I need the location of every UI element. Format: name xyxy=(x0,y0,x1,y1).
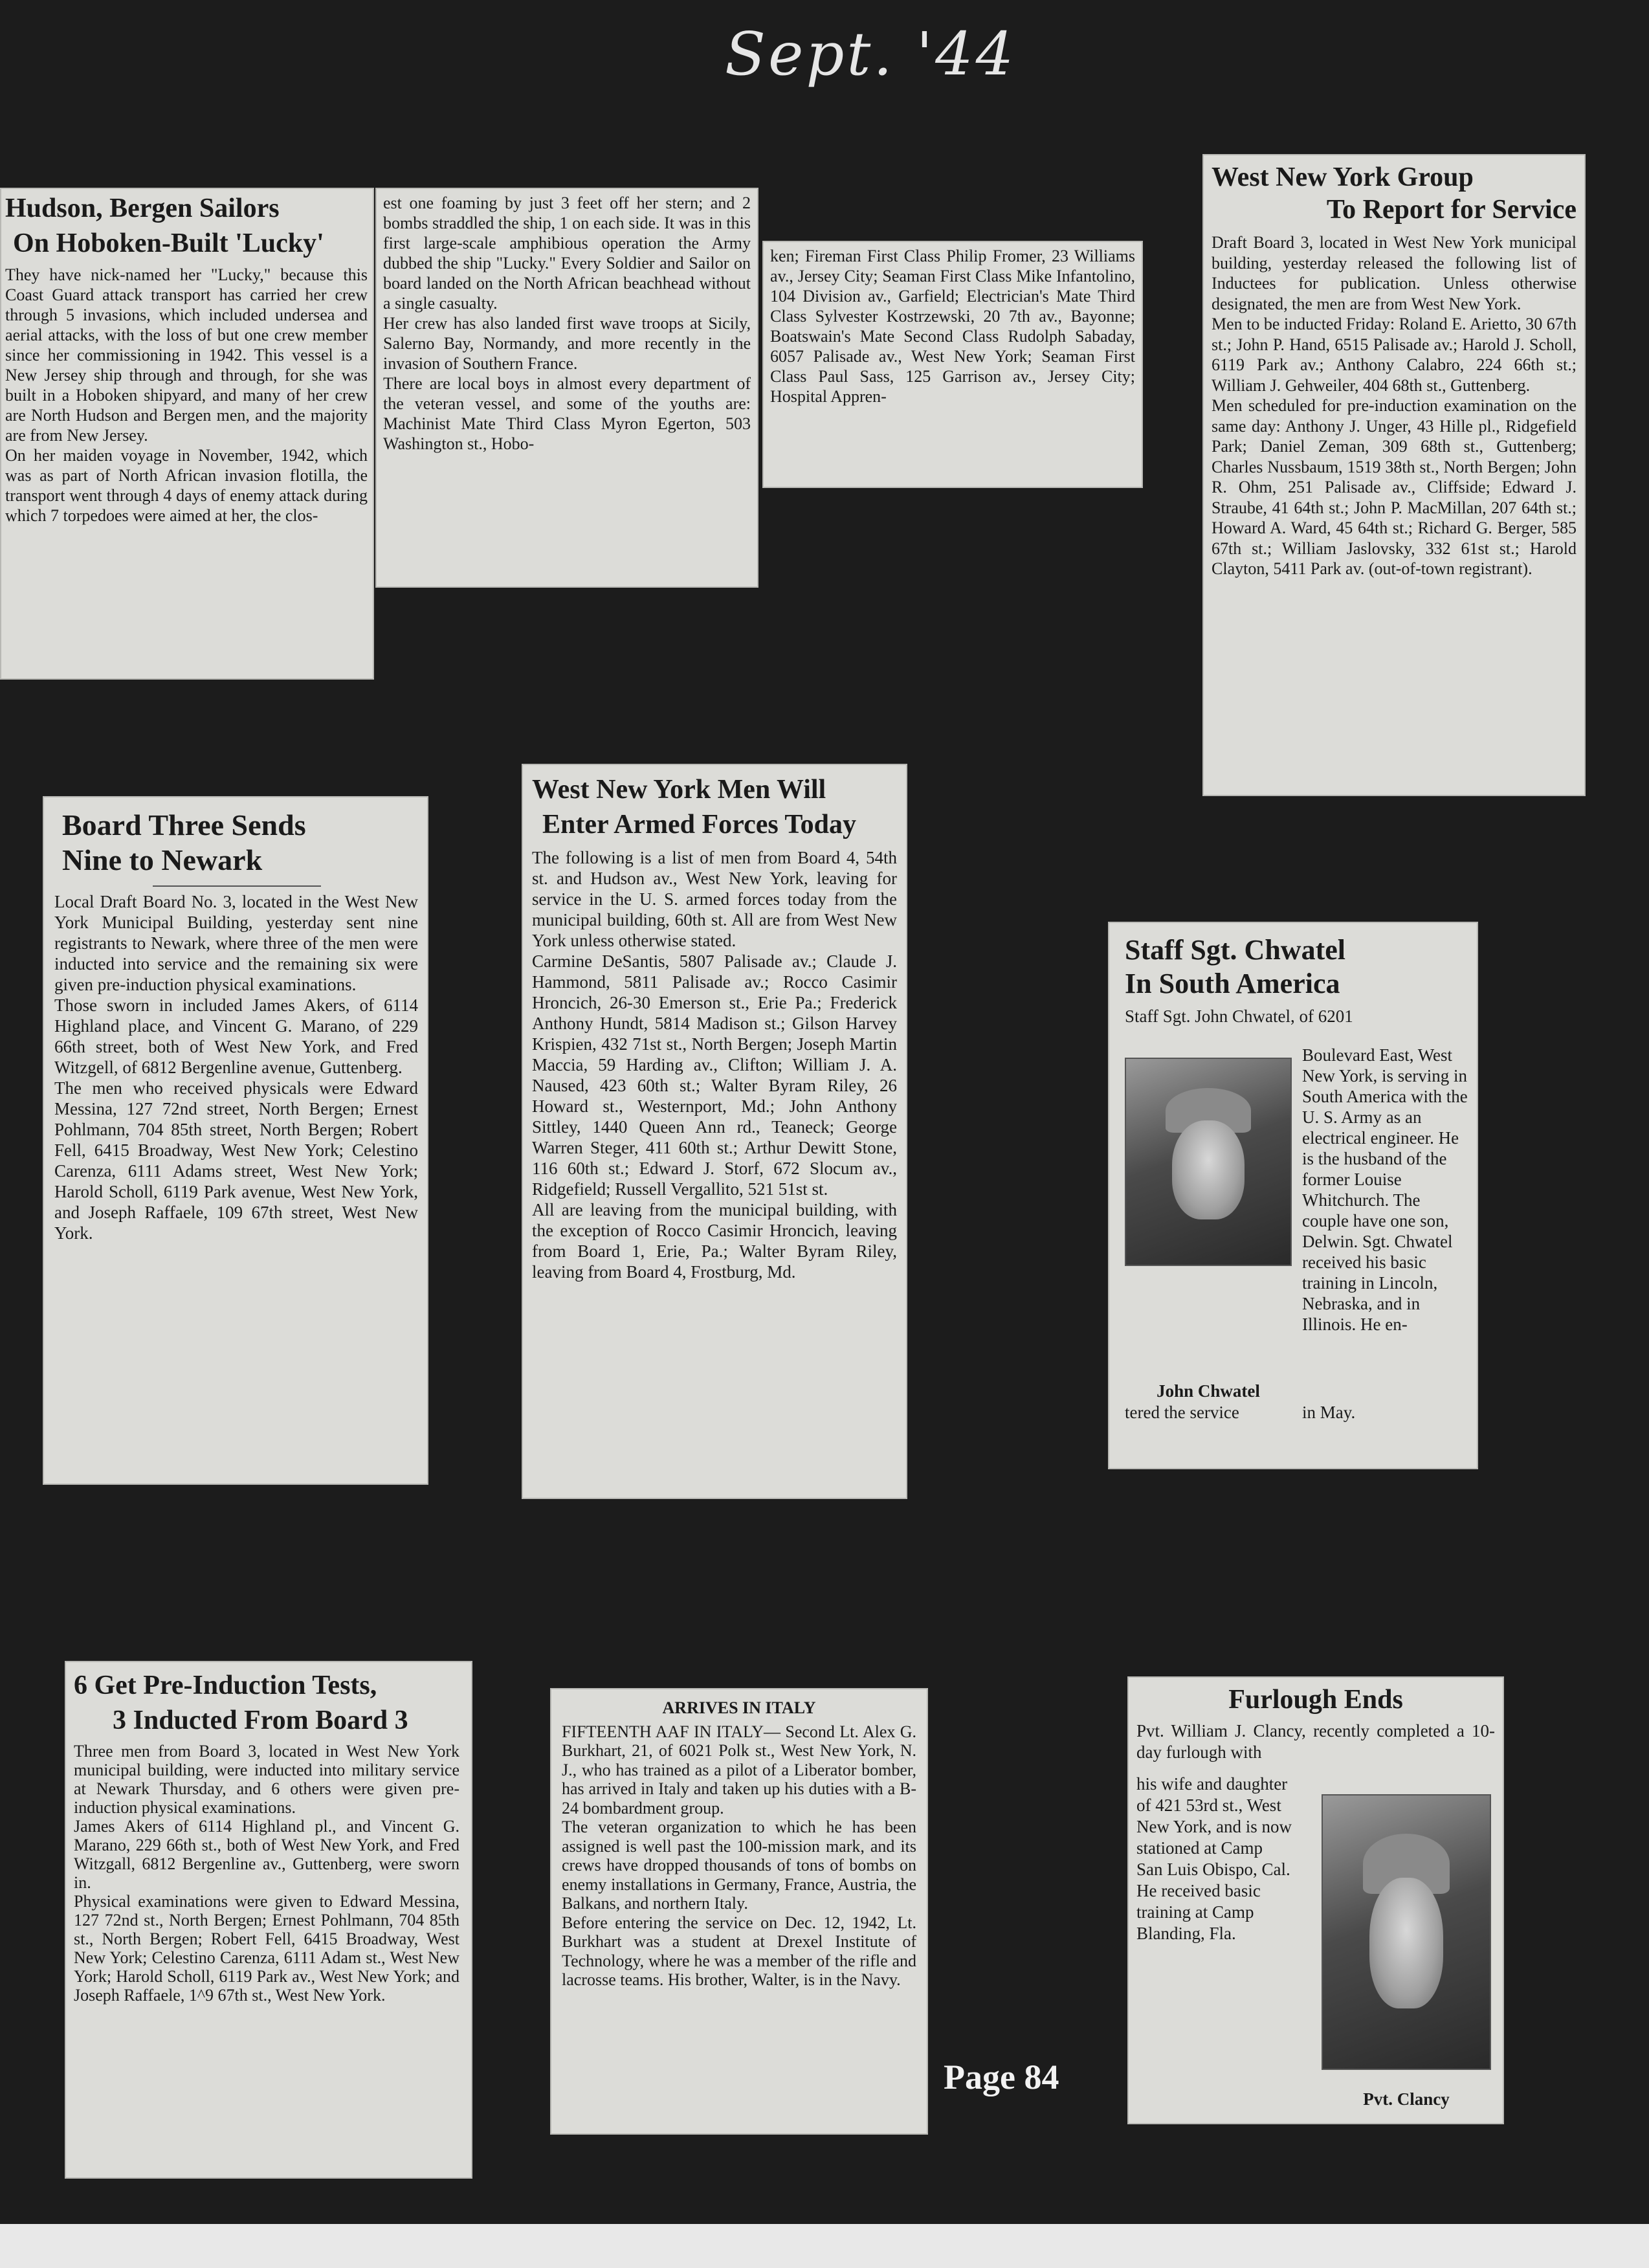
article-tail-right: in May. xyxy=(1302,1403,1356,1422)
clipping-pre-induction xyxy=(65,1661,472,2179)
face-shape xyxy=(1172,1120,1245,1219)
headline-line-2: Enter Armed Forces Today xyxy=(542,809,856,839)
divider xyxy=(153,885,321,887)
article-tail-left: tered the service xyxy=(1125,1403,1239,1422)
headline-line-1: Board Three Sends xyxy=(62,808,306,841)
john-chwatel-photo xyxy=(1125,1058,1292,1266)
headline-line-1: Staff Sgt. Chwatel xyxy=(1125,934,1345,966)
photo-caption: Pvt. Clancy xyxy=(1363,2089,1450,2109)
article-body: Boulevard East, West New York, is serving in South America with the U. S. Army as an electrical engineer. He is the husband of the former Louise Whitchurch. The couple have one son, Delwin. Sgt. Chwatel received his basic training in Lincoln, Nebraska, and in Illinois. He en- xyxy=(1302,1045,1468,1334)
clipping-sailors-col1 xyxy=(0,188,374,680)
face-shape xyxy=(1369,1878,1443,2009)
article-body: The following is a list of men from Board 4, 54th st. and Hudson av., West New York, leaving for service in the U. S. armed forces today from the municipal building, 60th st. All are from West New York unless otherwise stated. Carmine DeSantis, 5807 Palisade av.; Claude J. Hammond, 5811 Palisade av.; Rocco Casimir Hroncich, 26-30 Emerson st., Erie Pa.; Frederick Anthony Hundt, 5814 Madison st.; Gilson Harvey Krispien, 432 71st st., North Bergen; Joseph Martin Maccia, 59 Harding av., Clifton; William J. A. Naused, 423 60th st.; Walter Byram Riley, 26 Howard st., Westernport, Md.; John Anthony Sittley, 1440 Queen Ann rd., Teaneck; George Warren Steger, 411 60th st.; Arthur Dewitt Stone, 116 60th st.; Edward J. Storf, 672 Slocum av., Ridgefield; Russell Vergallito, 521 51st st. All are leaving from the municipal building, with the exception of Rocco Casimir Hroncich, leaving from Board 1, Erie, Pa.; Walter Byram Riley, leaving from Board 4, Frostburg, Md. xyxy=(532,848,897,1282)
clipping-wny-group xyxy=(1202,154,1586,796)
article-body: ken; Fireman First Class Philip Fromer, 23 Williams av., Jersey City; Seaman First Class Mike Infantolino, 104 Division av., Garfield; Electrician's Mate Third Class Sylvester Kostrzewski, 20 7th av., Bayonne; Boatswain's Mate Second Class Rudolph Sabaday, 6057 Palisade av., West New York; Seaman First Class Paul Sass, 125 Garrison av., Jersey City; Hospital Appren- xyxy=(770,247,1135,406)
headline-line-2: 3 Inducted From Board 3 xyxy=(113,1705,408,1735)
clipping-italy xyxy=(550,1688,928,2135)
handwritten-date: Sept. '44 xyxy=(725,19,1017,89)
headline: Furlough Ends xyxy=(1228,1685,1403,1715)
article-body: est one foaming by just 3 feet off her stern; and 2 bombs straddled the ship, 1 on each side. It was in this first large-scale amphibious operation the Army dubbed the ship "Lucky." Every Soldier and Sailor on board landed on the North African beachhead without a single casualty. Her crew has also landed first wave troops at Sicily, Salerno Bay, Normandy, and more recently in the invasion of Southern France. There are local boys in almost every department of the veteran vessel, and some of the youths are: Machinist Mate Third Class Myron Egerton, 503 Washington st., Hobo- xyxy=(383,194,751,453)
scan-border xyxy=(0,2224,1649,2268)
headline-line-1: West New York Men Will xyxy=(532,775,826,805)
clipping-furlough xyxy=(1127,1676,1504,2124)
article-body: his wife and daughter of 421 53rd st., West New York, and is now stationed at Camp San Luis Obispo, Cal. He received basic training at Camp Blanding, Fla. xyxy=(1136,1774,1292,1943)
article-body: They have nick-named her "Lucky," because this Coast Guard attack transport has carried her crew through 5 invasions, which included undersea and aerial attacks, with the loss of but one crew member since her commissioning in 1942. This vessel is a New Jersey ship through and through, for she was built in a Hoboken shipyard, and many of her crew are North Hudson and Bergen men, and the majority are from New Jersey. On her maiden voyage in November, 1942, which was as part of North African invasion flotilla, the transport went through 4 days of enemy attack during which 7 torpedoes were aimed at her, the clos- xyxy=(5,265,368,526)
headline-line-2: In South America xyxy=(1125,967,1340,999)
photo-caption: John Chwatel xyxy=(1157,1381,1260,1401)
clipping-chwatel xyxy=(1108,922,1478,1469)
page-number: Page 84 xyxy=(944,2058,1059,2096)
article-body: FIFTEENTH AAF IN ITALY— Second Lt. Alex G. Burkhart, 21, of 6021 Polk st., West New York, N. J., who has trained as a pilot of a Liberator bomber, has arrived in Italy and taken up his duties with a B-24 bombardment group. The veteran organization to which he has been assigned is well past the 100-mission mark, and its crews have dropped thousands of tons of bombs on enemy installations in Germany, France, Austria, the Balkans, and northern Italy. Before entering the service on Dec. 12, 1942, Lt. Burkhart was a student at Drexel Institute of Technology, where he was a member of the rifle and lacrosse teams. His brother, Walter, is in the Navy. xyxy=(562,1722,916,1990)
headline-line-1: West New York Group xyxy=(1212,162,1474,192)
article-intro: Staff Sgt. John Chwatel, of 6201 xyxy=(1125,1006,1353,1026)
article-body: Draft Board 3, located in West New York municipal building, yesterday released the following list of Inductees for publication. Unless otherwise designated, the men are from West New York. Men to be inducted Friday: Roland E. Arietto, 30 67th st.; John P. Hand, 6515 Palisade av.; Harold J. Scholl, 6119 Park av.; Anthony Calabro, 224 66th st.; William J. Gehweiler, 404 68th st., Guttenberg. Men scheduled for pre-induction examination on the same day: Anthony J. Unger, 43 Hille pl., Ridgefield Park; Daniel Zeman, 309 68th st., Guttenberg; Charles Nussbaum, 1519 38th st., North Bergen; John R. Ohm, 251 Palisade av., Cliffside; Edward J. Straube, 41 64th st.; John P. MacMillan, 207 64th st.; Howard A. Ward, 45 64th st.; Richard G. Berger, 585 67th st.; William Jaslovsky, 332 61st st.; Harold Clayton, 5411 Park av. (out-of-town registrant). xyxy=(1212,233,1577,579)
headline-line-2: Nine to Newark xyxy=(62,843,263,877)
headline-line-2: To Report for Service xyxy=(1326,194,1577,225)
clipping-board-three xyxy=(43,796,428,1485)
clipping-wny-men xyxy=(522,764,907,1499)
headline: ARRIVES IN ITALY xyxy=(662,1698,816,1717)
clipping-sailors-col2 xyxy=(375,188,758,588)
headline-line-1: Hudson, Bergen Sailors xyxy=(5,194,280,223)
headline-line-1: 6 Get Pre-Induction Tests, xyxy=(74,1671,377,1700)
pvt-clancy-photo xyxy=(1322,1794,1491,2070)
article-body: Local Draft Board No. 3, located in the West New York Municipal Building, yesterday sent nine registrants to Newark, where three of the men were inducted into service and the remaining six were given pre-induction physical examinations. Those sworn in included James Akers, of 6114 Highland place, and Vincent G. Marano, of 229 66th street, both of West New York, and Fred Witzgell, of 6812 Bergenline avenue, Guttenberg. The men who received physicals were Edward Messina, 127 72nd street, North Bergen; Ernest Pohlmann, 704 85th street, North Bergen; Robert Fell, 6415 Broadway, West New York; Celestino Carenza, 6111 Adams street, West New York; Harold Scholl, 6119 Park avenue, West New York, and Joseph Raffaele, 109 67th street, West New York. xyxy=(54,891,418,1243)
headline-line-2: On Hoboken-Built 'Lucky' xyxy=(13,228,324,258)
article-body: Three men from Board 3, located in West New York municipal building, were inducted into military service at Newark Thursday, and 6 others were given pre-induction physical examinations. James Akers of 6114 Highland pl., and Vincent G. Marano, 229 66th st., both of West New York, and Fred Witzgall, 6812 Bergenline av., Guttenberg, were sworn in. Physical examinations were given to Edward Messina, 127 72nd st., North Bergen; Ernest Pohlmann, 704 85th st., North Bergen; Robert Fell, 6415 Broadway, West New York; Celestino Carenza, 6111 Adam st., West New York; Harold Scholl, 6119 Park av., West New York; and Joseph Raffaele, 1^9 67th st., West New York. xyxy=(74,1742,459,2005)
article-intro: Pvt. William J. Clancy, recently completed a 10-day furlough with xyxy=(1136,1720,1495,1762)
clipping-sailors-col3 xyxy=(762,241,1143,488)
